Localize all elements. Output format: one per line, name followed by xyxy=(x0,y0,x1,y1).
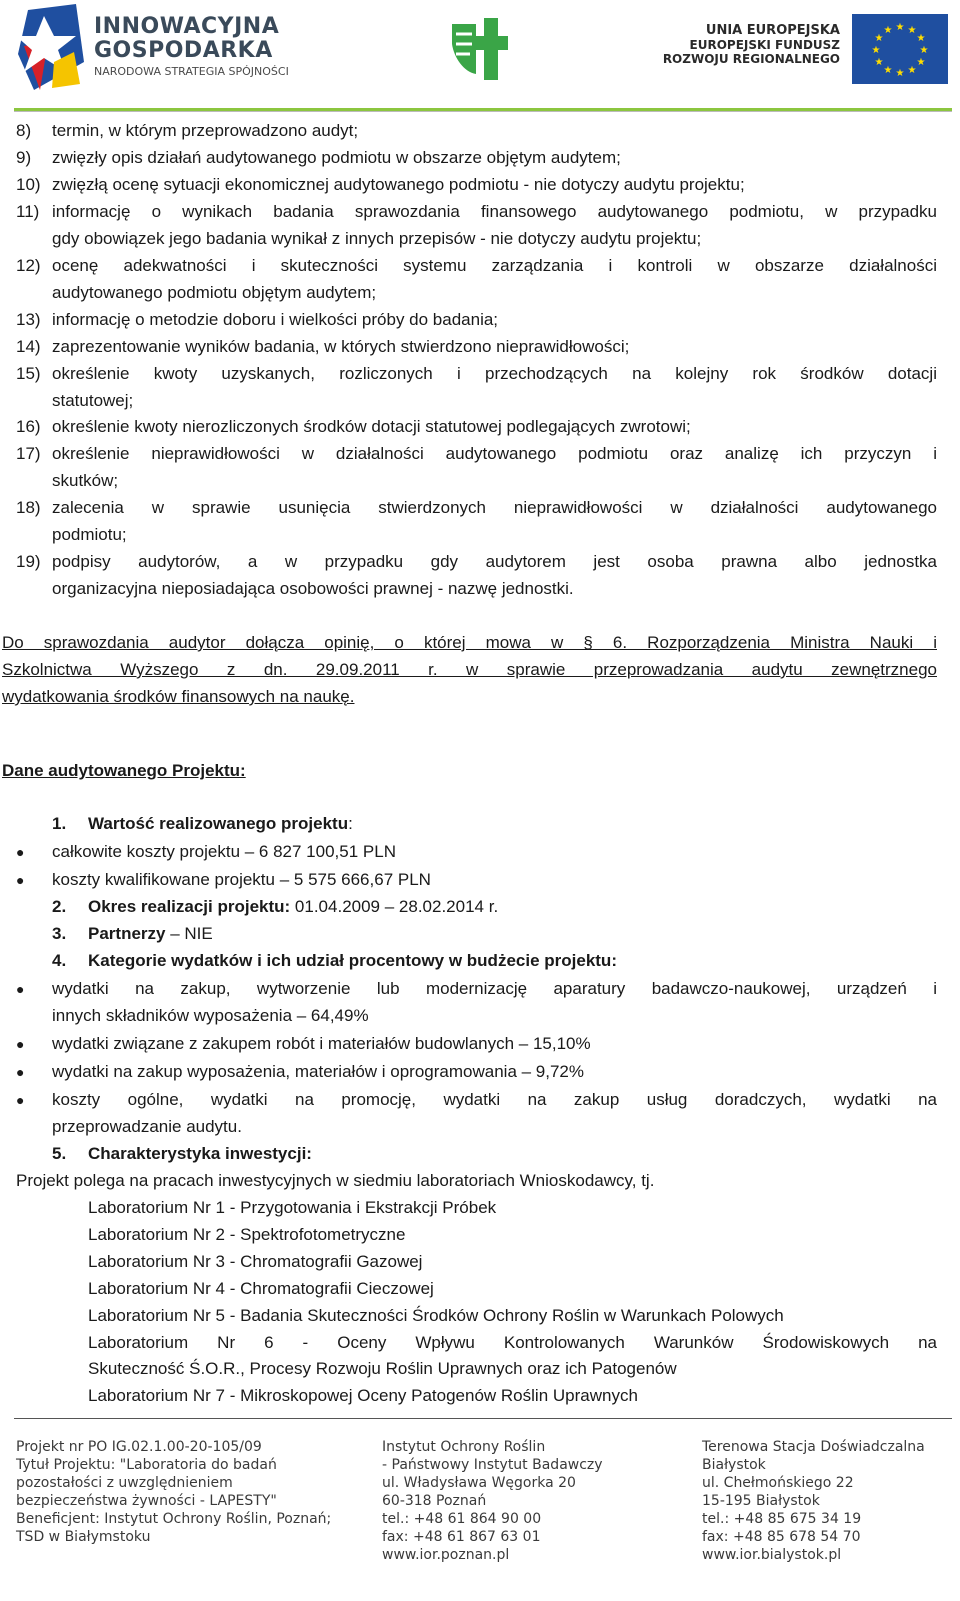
bullet-icon: ● xyxy=(16,1036,25,1052)
list-item-text: zaprezentowanie wyników badania, w których stwierdzono nieprawidłowości; xyxy=(52,337,630,356)
category-text: wydatki związane z zakupem robót i materiałów budowlanych – 15,10% xyxy=(52,1034,591,1053)
footer-line: tel.: +48 85 675 34 19 xyxy=(702,1511,862,1527)
list-item-number: 19) xyxy=(16,552,41,571)
bullet-icon: ● xyxy=(16,1064,25,1080)
svg-text:★: ★ xyxy=(919,45,929,56)
svg-text:★: ★ xyxy=(871,45,881,56)
footer-line: bezpieczeństwa żywności - LAPESTY" xyxy=(16,1493,277,1509)
footer-line: ul. Władysława Węgorka 20 xyxy=(382,1475,576,1491)
list-item-number: 13) xyxy=(16,310,41,329)
svg-text:★: ★ xyxy=(883,25,893,36)
footer-line: fax: +48 85 678 54 70 xyxy=(702,1529,861,1545)
list-item-number: 11) xyxy=(16,202,40,221)
ig-logo-line3: NARODOWA STRATEGIA SPÓJNOŚCI xyxy=(94,65,289,78)
ig-logo-line1: INNOWACYJNA xyxy=(94,14,280,39)
section-heading: Charakterystyka inwestycji: xyxy=(88,1144,312,1163)
svg-text:★: ★ xyxy=(895,68,905,79)
bullet-icon: ● xyxy=(16,844,25,860)
green-cross-logo xyxy=(448,14,512,84)
footer-line: Tytuł Projektu: "Laboratoria do badań xyxy=(16,1457,277,1473)
svg-text:★: ★ xyxy=(907,65,917,76)
list-item-text: zalecenia w sprawie usunięcia stwierdzonych nieprawidłowości w działalności audytowanego xyxy=(52,498,937,517)
list-item-number: 16) xyxy=(16,417,41,436)
section-colon: : xyxy=(348,814,353,833)
cost-text: całkowite koszty projektu – 6 827 100,51 PLN xyxy=(52,842,396,861)
section-heading: Okres realizacji projektu: xyxy=(88,897,291,916)
footer-line: - Państwowy Instytut Badawczy xyxy=(382,1457,603,1473)
list-item-number: 15) xyxy=(16,364,41,383)
eu-logo xyxy=(662,14,952,86)
opinion-line: Do sprawozdania audytor dołącza opinię, o której mowa w § 6. Rozporządzenia Ministra Nauki i xyxy=(2,633,937,652)
eu-logo-line1: UNIA EUROPEJSKA xyxy=(705,23,840,38)
header-rule-shadow xyxy=(14,111,952,112)
footer-line: www.ior.poznan.pl xyxy=(382,1547,510,1563)
section-title: Dane audytowanego Projektu: xyxy=(2,761,246,780)
section-number: 2. xyxy=(52,897,67,916)
list-item-text: informację o metodzie doboru i wielkości próby do badania; xyxy=(52,310,499,329)
list-item-number: 12) xyxy=(16,256,41,275)
svg-text:★: ★ xyxy=(883,65,893,76)
svg-text:★: ★ xyxy=(874,33,884,44)
bullet-icon: ● xyxy=(16,981,25,997)
list-item-text: podpisy audytorów, a w przypadku gdy audytorem jest osoba prawna albo jednostka xyxy=(52,552,937,571)
lab-item: Laboratorium Nr 4 - Chromatografii Cieczowej xyxy=(88,1279,434,1298)
list-item-text: zwięzłą ocenę sytuacji ekonomicznej audytowanego podmiotu - nie dotyczy audytu projektu; xyxy=(52,175,745,194)
lab-item: Laboratorium Nr 6 - Oceny Wpływu Kontrolowanych Warunków Środowiskowych na xyxy=(88,1333,937,1352)
lab-item: Laboratorium Nr 3 - Chromatografii Gazowej xyxy=(88,1252,423,1271)
opinion-line: Szkolnictwa Wyższego z dn. 29.09.2011 r. w sprawie przeprowadzania audytu zewnętrznego xyxy=(2,660,937,679)
eu-logo-line2: EUROPEJSKI FUNDUSZ xyxy=(689,37,840,52)
footer-station-address xyxy=(702,1438,925,1564)
footer-line: Beneficjent: Instytut Ochrony Roślin, Poznań; xyxy=(16,1511,332,1527)
footer-line: Projekt nr PO IG.02.1.00-20-105/09 xyxy=(16,1439,262,1455)
list-item-number: 8) xyxy=(16,121,32,140)
ig-logo-line2: GOSPODARKA xyxy=(94,38,273,63)
footer-line: Instytut Ochrony Roślin xyxy=(382,1439,546,1455)
list-item-text: określenie kwoty nierozliczonych środków dotacji statutowej podlegających zwrotowi; xyxy=(52,417,691,436)
bullet-icon: ● xyxy=(16,872,25,888)
section-value: 01.04.2009 – 28.02.2014 r. xyxy=(290,897,499,916)
category-text: koszty ogólne, wydatki na promocję, wydatki na zakup usług doradczych, wydatki na xyxy=(52,1090,937,1109)
section-number: 5. xyxy=(52,1144,67,1163)
eu-logo-line3: ROZWOJU REGIONALNEGO xyxy=(662,51,840,66)
category-text: innych składników wyposażenia – 64,49% xyxy=(52,1006,369,1025)
list-item-text: zwięzły opis działań audytowanego podmiotu w obszarze objętym audytem; xyxy=(52,148,621,167)
footer-line: ul. Chełmońskiego 22 xyxy=(702,1475,854,1491)
section-heading: Kategorie wydatków i ich udział procentowy w budżecie projektu: xyxy=(88,951,617,970)
list-item-text: skutków; xyxy=(52,471,119,490)
list-item-text: informację o wynikach badania sprawozdania finansowego audytowanego podmiotu, w przypadku xyxy=(52,202,937,221)
footer-institute-address xyxy=(382,1438,603,1564)
eu-flag-icon xyxy=(852,14,948,84)
list-item-number: 14) xyxy=(16,337,41,356)
section-heading: Wartość realizowanego projektu xyxy=(88,814,349,833)
svg-text:★: ★ xyxy=(916,33,926,44)
footer-line: 15-195 Białystok xyxy=(702,1493,820,1509)
list-item-text: określenie kwoty uzyskanych, rozliczonych i przechodzących na kolejny rok środków dotacji xyxy=(52,364,937,383)
list-item-number: 18) xyxy=(16,498,41,517)
footer-line: TSD w Białymstoku xyxy=(16,1529,151,1545)
footer-line: 60-318 Poznań xyxy=(382,1493,487,1509)
footer-line: Terenowa Stacja Doświadczalna xyxy=(702,1439,925,1455)
list-item-number: 9) xyxy=(16,148,32,167)
lab-item-continuation: Skuteczność Ś.O.R., Procesy Rozwoju Roślin Uprawnych oraz ich Patogenów xyxy=(88,1359,677,1378)
lab-item: Laboratorium Nr 1 - Przygotowania i Ekstrakcji Próbek xyxy=(88,1198,497,1217)
section-number: 1. xyxy=(52,814,67,833)
footer-rule xyxy=(14,1418,952,1419)
section-value: – NIE xyxy=(165,924,213,943)
footer-line: Białystok xyxy=(702,1457,766,1473)
list-item-text: podmiotu; xyxy=(52,525,127,544)
bullet-icon: ● xyxy=(16,1092,25,1108)
footer-line: pozostałości z uwzględnieniem xyxy=(16,1475,233,1491)
list-item-number: 17) xyxy=(16,444,41,463)
lab-item: Laboratorium Nr 2 - Spektrofotometryczne xyxy=(88,1225,406,1244)
footer-line: tel.: +48 61 864 90 00 xyxy=(382,1511,542,1527)
category-text: przeprowadzanie audytu. xyxy=(52,1117,242,1136)
category-text: wydatki na zakup, wytworzenie lub modernizację aparatury badawczo-naukowej, urządzeń i xyxy=(52,979,937,998)
list-item-text: audytowanego podmiotu objętym audytem; xyxy=(52,283,377,302)
list-item-text: termin, w którym przeprowadzono audyt; xyxy=(52,121,359,140)
list-item-text: gdy obowiązek jego badania wynikał z innych przepisów - nie dotyczy audytu projektu; xyxy=(52,229,702,248)
list-item-text: organizacyjna nieposiadająca osobowości prawnej - nazwę jednostki. xyxy=(52,579,574,598)
svg-text:★: ★ xyxy=(907,25,917,36)
section-number: 4. xyxy=(52,951,67,970)
section-heading: Partnerzy xyxy=(88,924,166,943)
footer-project-info xyxy=(16,1438,331,1546)
green-cross-icon xyxy=(448,14,512,84)
cost-text: koszty kwalifikowane projektu – 5 575 666,67 PLN xyxy=(52,870,431,889)
svg-text:★: ★ xyxy=(874,57,884,68)
svg-text:★: ★ xyxy=(895,22,905,33)
category-text: wydatki na zakup wyposażenia, materiałów i oprogramowania – 9,72% xyxy=(52,1062,585,1081)
footer-line: fax: +48 61 867 63 01 xyxy=(382,1529,541,1545)
svg-text:★: ★ xyxy=(916,57,926,68)
innowacyjna-gospodarka-logo xyxy=(14,2,304,94)
list-item-text: ocenę adekwatności i skuteczności systemu zarządzania i kontroli w obszarze działalności xyxy=(52,256,937,275)
section-number: 3. xyxy=(52,924,67,943)
lab-item: Laboratorium Nr 5 - Badania Skuteczności Środków Ochrony Roślin w Warunkach Polowych xyxy=(88,1306,784,1325)
investment-intro: Projekt polega na pracach inwestycyjnych w siedmiu laboratoriach Wnioskodawcy, tj. xyxy=(16,1171,655,1190)
opinion-line: wydatkowania środków finansowych na naukę. xyxy=(2,687,355,706)
ig-star-emblem-icon xyxy=(14,2,92,94)
list-item-number: 10) xyxy=(16,175,41,194)
lab-item: Laboratorium Nr 7 - Mikroskopowej Oceny Patogenów Roślin Uprawnych xyxy=(88,1386,638,1405)
list-item-text: określenie nieprawidłowości w działalności audytowanego podmiotu oraz analizę ich przyczyn i xyxy=(52,444,937,463)
list-item-text: statutowej; xyxy=(52,391,134,410)
footer-line: www.ior.bialystok.pl xyxy=(702,1547,842,1563)
